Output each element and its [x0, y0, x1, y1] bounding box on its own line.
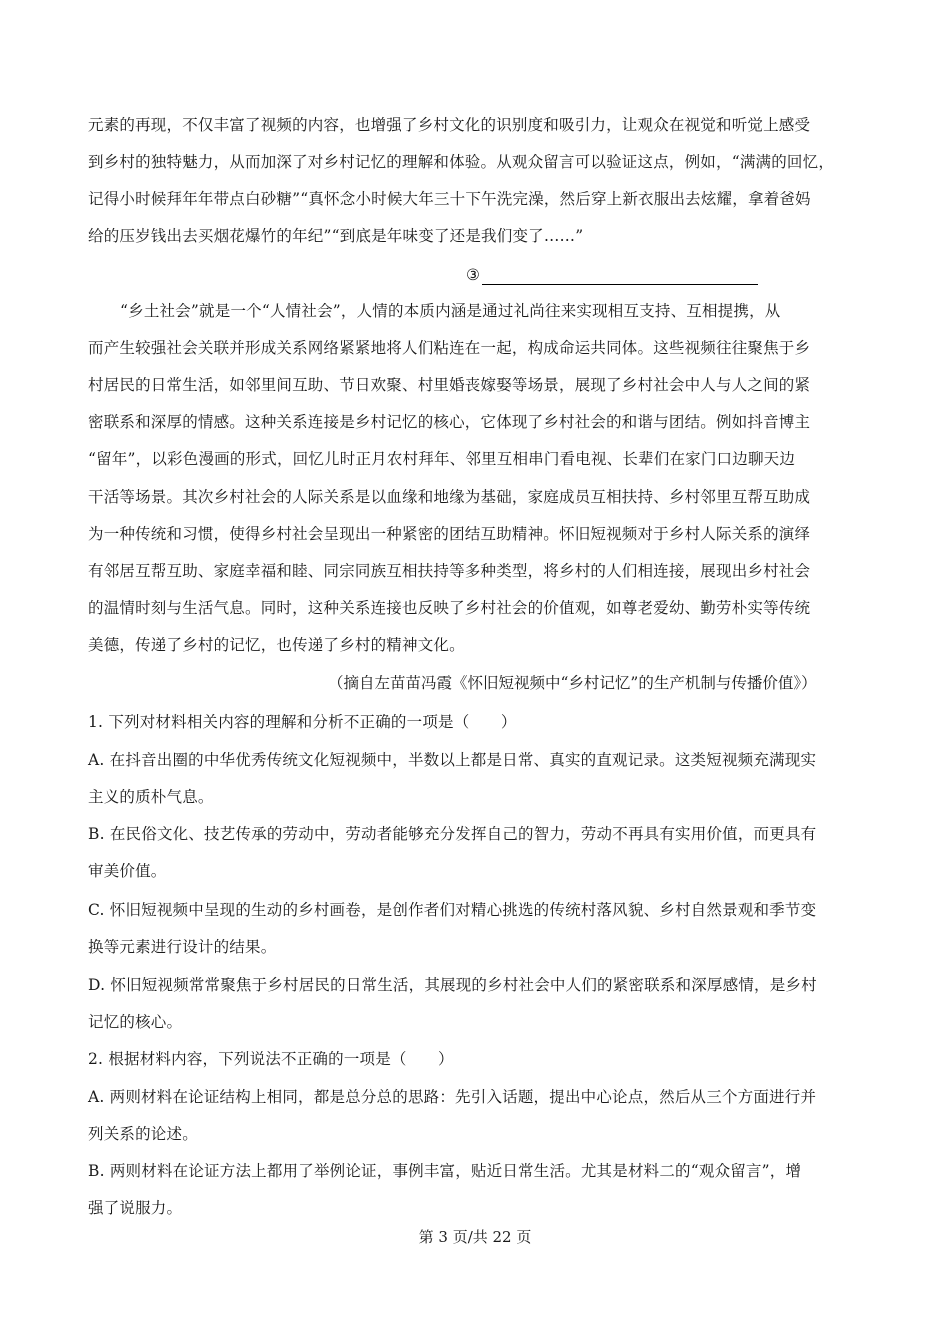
paragraph-2-line: 村居民的日常生活，如邻里间互助、节日欢聚、村里婚丧嫁娶等场景，展现了乡村社会中人与人之间的紧 [88, 376, 811, 394]
question-2-option-b-cont: 强了说服力。 [88, 1199, 183, 1217]
question-2-option-a: A. 两则材料在论证结构上相同，都是总分总的思路：先引入话题，提出中心论点，然后从三个方面进行并 [88, 1088, 817, 1106]
question-1-option-d-cont: 记忆的核心。 [88, 1013, 183, 1031]
question-1-option-c: C. 怀旧短视频中呈现的生动的乡村画卷，是创作者们对精心挑选的传统村落风貌、乡村自然景观和季节变 [88, 901, 817, 919]
paragraph-2-line: 干活等场景。其次乡村社会的人际关系是以血缘和地缘为基础，家庭成员互相扶持、乡村邻里互帮互助成 [88, 488, 811, 506]
question-1-option-a: A. 在抖音出圈的中华优秀传统文化短视频中，半数以上都是日常、真实的直观记录。这类短视频充满现实 [88, 751, 817, 769]
paragraph-2-line: 的温情时刻与生活气息。同时，这种关系连接也反映了乡村社会的价值观，如尊老爱幼、勤劳朴实等传统 [88, 599, 811, 617]
question-1-option-c-cont: 换等元素进行设计的结果。 [88, 938, 277, 956]
question-2-stem: 2. 根据材料内容，下列说法不正确的一项是（ ） [88, 1050, 454, 1068]
paragraph-2-line: “乡土社会”就是一个“人情社会”，人情的本质内涵是通过礼尚往来实现相互支持、互相提携，从 [120, 302, 781, 320]
question-1-option-d: D. 怀旧短视频常常聚焦于乡村居民的日常生活，其展现的乡村社会中人们的紧密联系和深厚感情，是乡村 [88, 976, 817, 994]
paragraph-2-line: 美德，传递了乡村的记忆，也传递了乡村的精神文化。 [88, 636, 465, 654]
question-1-option-b-cont: 审美价值。 [88, 862, 167, 880]
paragraph-1-line: 记得小时候拜年年带点白砂糖”“真怀念小时候大年三十下午洗完澡，然后穿上新衣服出去炫耀，拿着爸妈 [88, 190, 811, 208]
fill-in-blank [466, 265, 758, 285]
question-1-option-a-cont: 主义的质朴气息。 [88, 788, 214, 806]
paragraph-2-line: “留年”，以彩色漫画的形式，回忆儿时正月农村拜年、邻里互相串门看电视、长辈们在家门口边聊天边 [88, 450, 796, 468]
paragraph-1-line: 元素的再现，不仅丰富了视频的内容，也增强了乡村文化的识别度和吸引力，让观众在视觉和听觉上感受 [88, 116, 811, 134]
source-citation: （摘自左苗苗冯霞《怀旧短视频中“乡村记忆”的生产机制与传播价值》） [328, 674, 817, 692]
blank-underline [482, 268, 758, 285]
question-1-stem: 1. 下列对材料相关内容的理解和分析不正确的一项是（ ） [88, 713, 517, 731]
paragraph-2-line: 为一种传统和习惯，使得乡村社会呈现出一种紧密的团结互助精神。怀旧短视频对于乡村人际关系的演绎 [88, 525, 811, 543]
question-1-option-b: B. 在民俗文化、技艺传承的劳动中，劳动者能够充分发挥自己的智力，劳动不再具有实用价值，而更具有 [88, 825, 817, 843]
blank-marker: ③ [466, 266, 480, 284]
question-2-option-a-cont: 列关系的论述。 [88, 1125, 198, 1143]
paragraph-1-line: 到乡村的独特魅力，从而加深了对乡村记忆的理解和体验。从观众留言可以验证这点，例如，“满满的回忆， [88, 153, 835, 171]
paragraph-1-line: 给的压岁钱出去买烟花爆竹的年纪”“到底是年味变了还是我们变了……” [88, 227, 584, 245]
paragraph-2-line: 而产生较强社会关联并形成关系网络紧紧地将人们粘连在一起，构成命运共同体。这些视频往往聚焦于乡 [88, 339, 811, 357]
question-2-option-b: B. 两则材料在论证方法上都用了举例论证，事例丰富，贴近日常生活。尤其是材料二的“观众留言”，增 [88, 1162, 802, 1180]
paragraph-2-line: 密联系和深厚的情感。这种关系连接是乡村记忆的核心，它体现了乡村社会的和谐与团结。例如抖音博主 [88, 413, 811, 431]
page-number-footer: 第 3 页/共 22 页 [418, 1228, 532, 1246]
paragraph-2-line: 有邻居互帮互助、家庭幸福和睦、同宗同族互相扶持等多种类型，将乡村的人们相连接，展现出乡村社会 [88, 562, 811, 580]
